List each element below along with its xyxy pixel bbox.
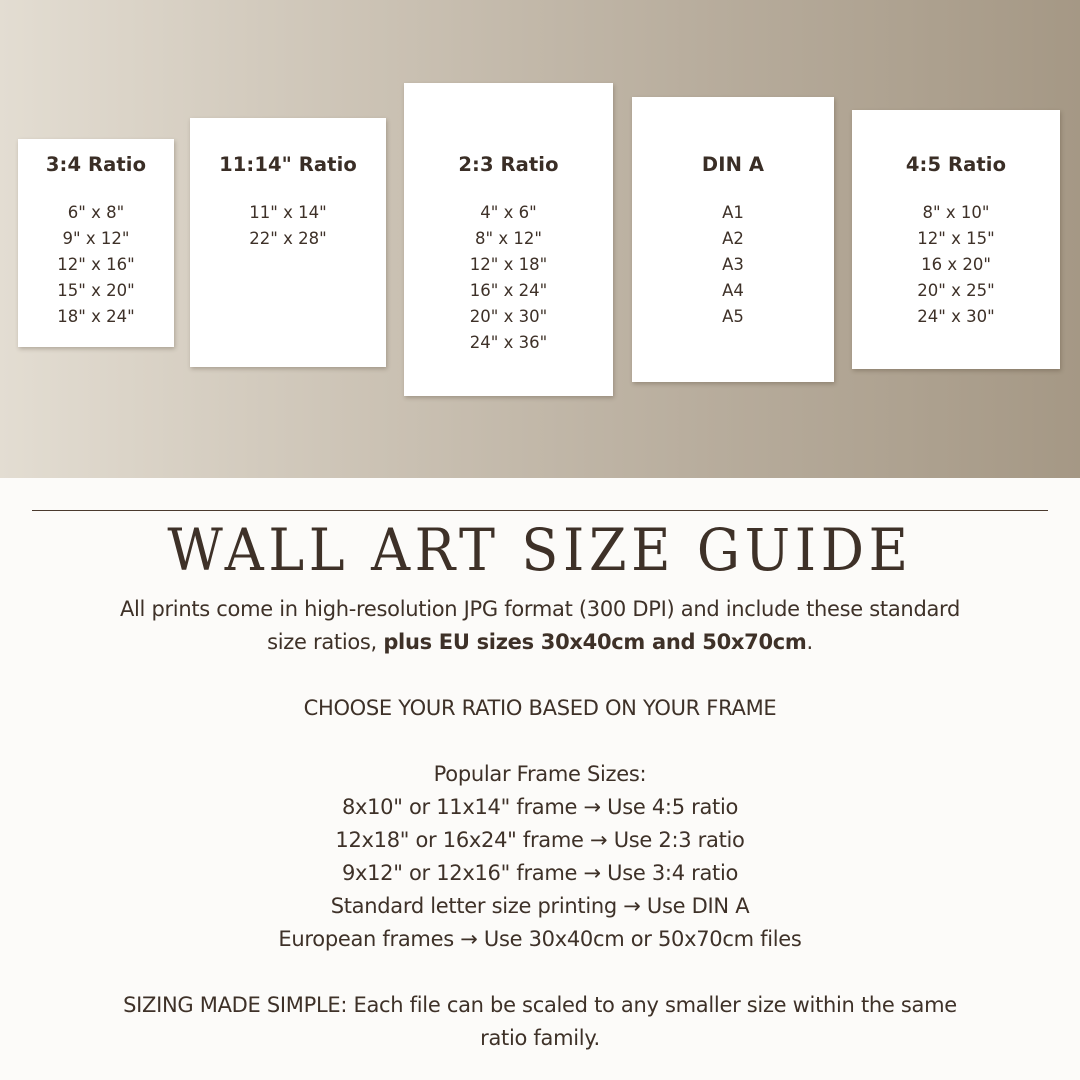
intro-line-1: All prints come in high-resolution JPG format (300 DPI) and include these standard [119, 597, 961, 621]
size-item: 16" x 24" [469, 281, 548, 300]
size-item: 18" x 24" [57, 307, 135, 326]
ratio-card-size-list [852, 200, 1060, 330]
size-item: A2 [722, 229, 744, 248]
frame-tip: 8x10" or 11x14" frame → Use 4:5 ratio [341, 795, 739, 819]
size-item: 12" x 18" [469, 255, 548, 274]
size-item: 24" x 36" [469, 333, 548, 352]
ratio-card-11-14 [190, 118, 386, 367]
ratio-card-title: 2:3 Ratio [458, 153, 559, 176]
ratio-card-title: 3:4 Ratio [45, 153, 147, 176]
size-item: A1 [722, 203, 744, 222]
intro-line-2-prefix: size ratios, [267, 630, 384, 654]
page-title: WALL ART SIZE GUIDE [167, 516, 913, 584]
size-item: A3 [722, 255, 744, 274]
frame-tip: 9x12" or 12x16" frame → Use 3:4 ratio [341, 861, 739, 885]
ratio-card-4-5 [852, 110, 1060, 369]
ratio-card-din-a [632, 97, 834, 382]
eu-sizes-highlight: plus EU sizes 30x40cm and 50x70cm [383, 630, 807, 654]
ratio-card-3-4 [18, 139, 174, 347]
size-item: 24" x 30" [917, 307, 995, 326]
sizing-note-line-1: SIZING MADE SIMPLE: Each file can be scaled to any smaller size within the same [123, 993, 957, 1017]
ratio-card-size-list [404, 200, 613, 356]
ratio-card-title: DIN A [701, 153, 765, 176]
intro-line-2-suffix: . [806, 630, 813, 654]
size-item: 9" x 12" [62, 229, 130, 248]
ratio-card-title: 11:14" Ratio [219, 153, 357, 176]
intro-line-2 [30, 626, 1050, 659]
frame-tip: Standard letter size printing → Use DIN A [330, 894, 750, 918]
ratio-card-size-list [18, 200, 174, 330]
size-item: 12" x 16" [57, 255, 135, 274]
size-item: 12" x 15" [917, 229, 995, 248]
size-item: 20" x 30" [469, 307, 548, 326]
divider [32, 510, 1048, 511]
frame-tip: 12x18" or 16x24" frame → Use 2:3 ratio [335, 828, 745, 852]
size-item: 16 x 20" [921, 255, 991, 274]
size-item: 15" x 20" [57, 281, 135, 300]
ratio-card-size-list [190, 200, 386, 252]
sizing-note-line-2: ratio family. [480, 1026, 600, 1050]
size-item: 4" x 6" [480, 203, 537, 222]
ratio-card-title: 4:5 Ratio [905, 153, 1007, 176]
ratio-cards-banner [0, 0, 1080, 478]
size-item: 8" x 12" [475, 229, 542, 248]
ratio-card-2-3 [404, 83, 613, 396]
popular-frame-sizes-heading: Popular Frame Sizes: [433, 762, 647, 786]
frame-tips-section [30, 758, 1050, 956]
size-item: A4 [722, 281, 744, 300]
size-item: 22" x 28" [249, 229, 327, 248]
size-item: A5 [722, 307, 744, 326]
size-item: 20" x 25" [917, 281, 995, 300]
size-item: 8" x 10" [922, 203, 990, 222]
choose-ratio-heading: CHOOSE YOUR RATIO BASED ON YOUR FRAME [303, 696, 777, 720]
size-item: 11" x 14" [249, 203, 327, 222]
frame-tip: European frames → Use 30x40cm or 50x70cm files [278, 927, 802, 951]
intro-paragraph [30, 593, 1050, 659]
ratio-card-size-list [632, 200, 834, 330]
sizing-note [30, 989, 1050, 1055]
size-item: 6" x 8" [67, 203, 125, 222]
